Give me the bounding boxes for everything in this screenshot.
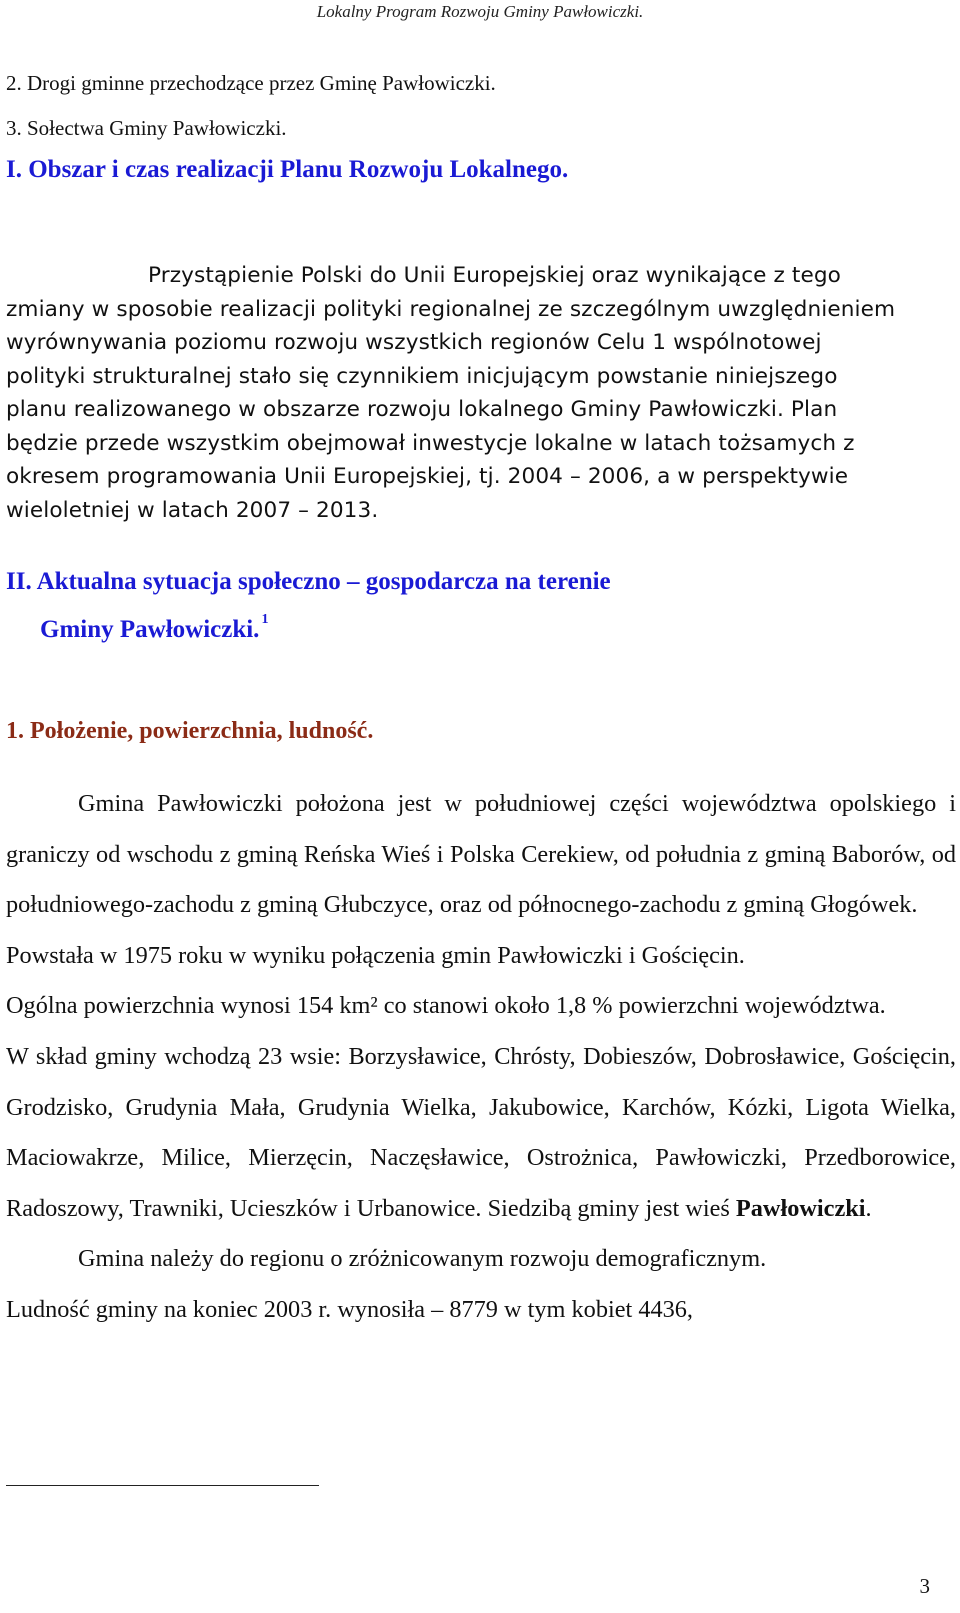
subheading-location: 1. Położenie, powierzchnia, ludność. [6,718,374,744]
body-text [6,779,956,1336]
toc-item-roads: 2. Drogi gminne przechodzące przez Gminę Pawłowiczki. [6,71,496,95]
section-heading-area-time: I. Obszar i czas realizacji Planu Rozwoju Lokalnego. [6,156,569,183]
founding-paragraph: Powstała w 1975 roku w wyniku połączenia gmin Pawłowiczki i Gościęcin. [6,941,745,969]
seat-village-name: Pawłowiczki [735,1194,866,1222]
population-paragraph: Ludność gminy na koniec 2003 r. wynosiła – 8779 w tym kobiet 4436, [6,1295,693,1323]
villages-paragraph [6,1032,956,1234]
section-heading-situation: II. Aktualna sytuacja społeczno – gospodarcza na terenie [6,568,611,595]
page-number: 3 [919,1574,930,1598]
area-paragraph: Ogólna powierzchnia wynosi 154 km² co stanowi około 1,8 % powierzchni województwa. [6,992,886,1020]
footnote-reference: 1 [261,612,269,627]
location-paragraph: Gmina Pawłowiczki położona jest w południowej części województwa opolskiego i graniczy od wschodu z gminą Reńska Wieś i Polska Cerekiew, od południa z gminą Baborów, od południowego-zachodu z gminą Głubczyce, oraz od północnego-zachodu z gminą Głogówek. [6,790,956,919]
section-heading-situation-text: Gminy Pawłowiczki. [40,616,260,643]
villages-end: . [865,1194,872,1222]
section-heading-situation-line2 [40,612,269,644]
footnote-separator [6,1485,319,1486]
toc-item-villages: 3. Sołectwa Gminy Pawłowiczki. [6,116,287,140]
demography-paragraph: Gmina należy do regionu o zróżnicowanym rozwoju demograficznym. [78,1245,767,1273]
running-header: Lokalny Program Rozwoju Gminy Pawłowiczki. [316,2,644,21]
intro-paragraph: Przystąpienie Polski do Unii Europejskiej oraz wynikające z tego zmiany w sposobie realizacji polityki regionalnej ze szczególnym uwzględnieniem wyrównywania poziomu rozwoju wszystkich regionów Celu 1 wspólnotowej polityki strukturalnej stało się czynnikiem inicjującym powstanie niniejszego planu realizowanego w obszarze rozwoju lokalnego Gminy Pawłowiczki. Plan będzie przede wszystkim obejmował inwestycje lokalne w latach tożsamych z okresem programowania Unii Europejskiej, tj. 2004 – 2006, a w perspektywie wieloletniej w latach 2007 – 2013. [6,263,896,523]
villages-text: W skład gminy wchodzą 23 wsie: Borzysławice, Chrósty, Dobieszów, Dobrosławice, Gościęcin, Grodzisko, Grudynia Mała, Grudynia Wielka, Jakubowice, Karchów, Kózki, Ligota Wielka, Maciowakrze, Milice, Mierzęcin, Naczęsławice, Ostrożnica, Pawłowiczki, Przedborowice, Radoszowy, Trawniki, Ucieszków i Urbanowice. Siedzibą gminy jest wieś [6,1042,956,1222]
